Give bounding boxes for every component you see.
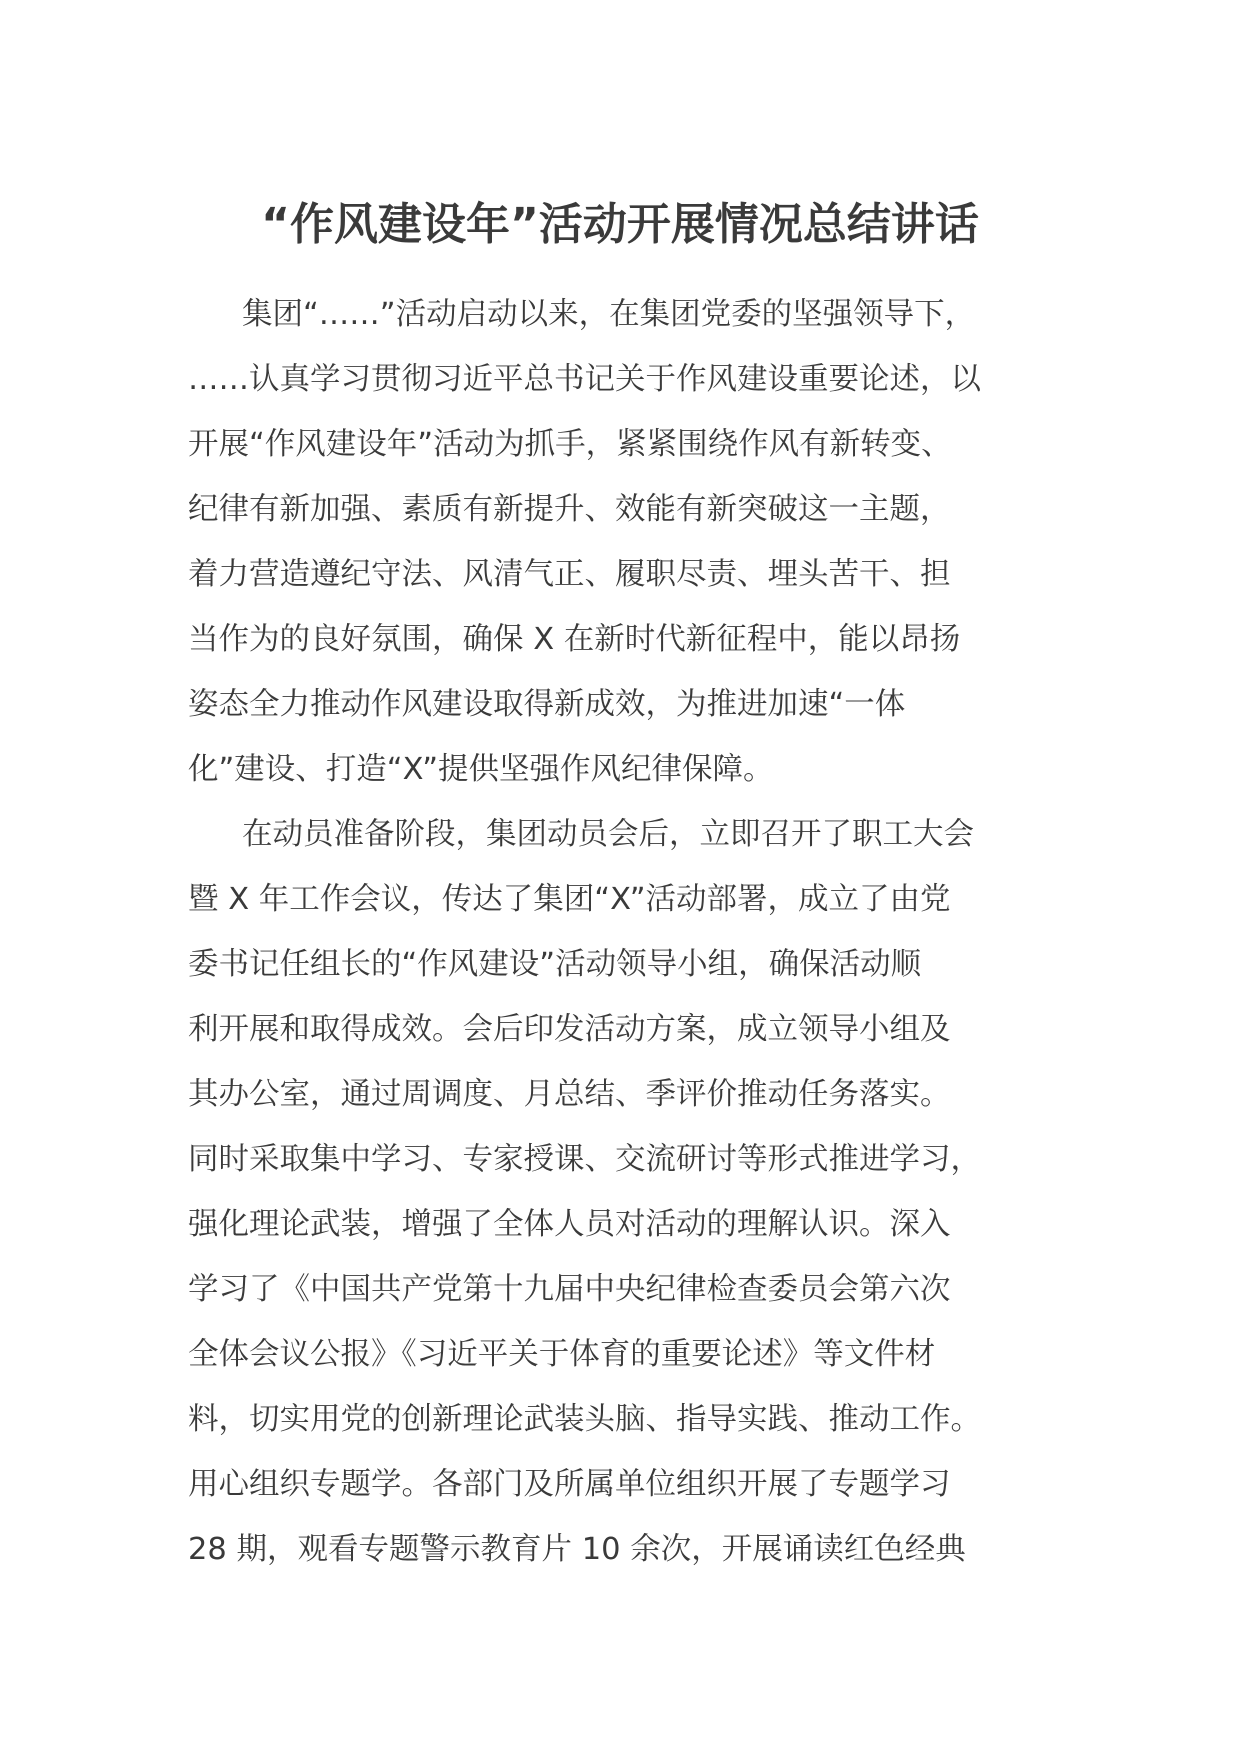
paragraph-2-line-12: 28 期，观看专题警示教育片 10 余次，开展诵读红色经典: [188, 1532, 966, 1567]
paragraph-2-line-10: 料，切实用党的创新理论武装头脑、指导实践、推动工作。: [188, 1402, 981, 1437]
paragraph-2-line-7: 强化理论武装，增强了全体人员对活动的理解认识。深入: [188, 1207, 951, 1242]
paragraph-2-line-6: 同时采取集中学习、专家授课、交流研讨等形式推进学习，: [188, 1142, 981, 1177]
paragraph-2-line-4: 利开展和取得成效。会后印发活动方案，成立领导小组及: [188, 1012, 951, 1047]
document-body: [188, 282, 1068, 1582]
paragraph-1-line-1: 集团“……”活动启动以来，在集团党委的坚强领导下，: [242, 297, 976, 332]
paragraph-1-line-8: 化”建设、打造“X”提供坚强作风纪律保障。: [188, 752, 774, 787]
paragraph-2-line-5: 其办公室，通过周调度、月总结、季评价推动任务落实。: [188, 1077, 951, 1112]
paragraph-1-line-3: 开展“作风建设年”活动为抓手，紧紧围绕作风有新转变、: [188, 427, 952, 462]
paragraph-2-line-8: 学习了《中国共产党第十九届中央纪律检查委员会第六次: [188, 1272, 951, 1307]
paragraph-2-line-11: 用心组织专题学。各部门及所属单位组织开展了专题学习: [188, 1467, 951, 1502]
document-title: “作风建设年”活动开展情况总结讲话: [261, 199, 979, 250]
paragraph-1-line-6: 当作为的良好氛围，确保 X 在新时代新征程中，能以昂扬: [188, 622, 961, 657]
paragraph-2-line-1: 在动员准备阶段，集团动员会后，立即召开了职工大会: [242, 817, 974, 852]
paragraph-1-line-2: ……认真学习贯彻习近平总书记关于作风建设重要论述，以: [188, 362, 981, 397]
paragraph-2-line-2: 暨 X 年工作会议，传达了集团“X”活动部署，成立了由党: [188, 882, 951, 917]
paragraph-1-line-5: 着力营造遵纪守法、风清气正、履职尽责、埋头苦干、担: [188, 557, 951, 592]
paragraph-1-line-4: 纪律有新加强、素质有新提升、效能有新突破这一主题，: [188, 492, 951, 527]
paragraph-1-line-7: 姿态全力推动作风建设取得新成效，为推进加速“一体: [188, 687, 906, 722]
paragraph-2-line-3: 委书记任组长的“作风建设”活动领导小组，确保活动顺: [188, 947, 922, 982]
paragraph-2-line-9: 全体会议公报》《习近平关于体育的重要论述》等文件材: [188, 1337, 936, 1372]
